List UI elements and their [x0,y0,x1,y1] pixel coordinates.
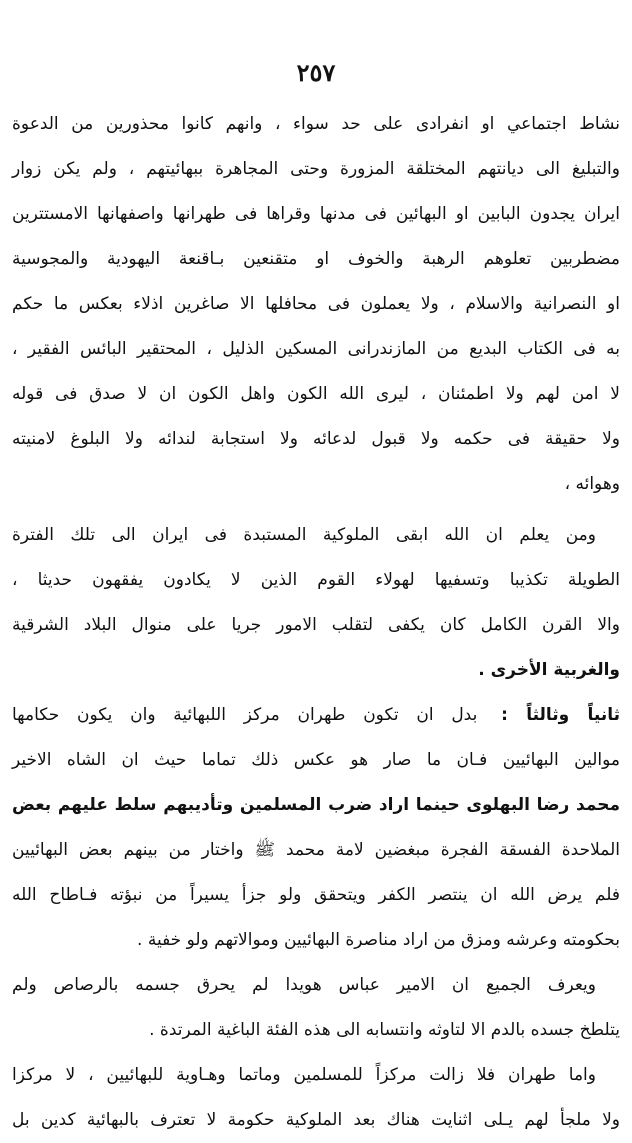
text-line: واما طهران فلا زالت مركزاً للمسلمين وماتما وهـاوية للبهائيين ، لا مركزا [12,1065,596,1085]
paragraph-2 [12,513,620,693]
text-line: ويعرف الجميع ان الامير عباس هويدا لم يحرق جسمه بالرصاص ولم [12,975,596,995]
paragraph-1 [12,102,620,507]
text-line: ايران يجدون البابين او البهائين فى مدنها وقراها فى طهرانها واصفهانها الامستترين [12,204,620,224]
text-line: الطويلة تكذيبا وتسفيها لهولاء القوم الذين لا يكادون يفقهون حديثا ، [12,570,620,590]
text-line: والا القرن الكامل كان يكفى لتقلب الامور جريا على منوال البلاد الشرقية [12,615,620,635]
body-text [12,102,620,1143]
text-line: او النصرانية والاسلام ، ولا يعملون فى محافلها الا صاغرين اذلاء بعكس ما حكم [12,294,620,314]
text-line: الملاحدة الفسقة الفجرة مبغضين لامة محمد ﷺ واختار من بينهم بعض البهائيين [12,840,620,860]
page-number: ٢٥٧ [296,58,336,87]
text-line-with-heading [12,693,620,738]
paragraph-3 [12,693,620,963]
text-line: والغربية الأخرى . [478,660,620,680]
text-line: فلم يرض الله ان ينتصر الكفر ويتحقق ولو جزأ يسيراً من نبؤته فـاطاح الله [12,885,620,905]
text-line: يتلطخ جسده بالدم الا لتاوثه وانتسابه الى هذه الفئة الباغية المرتدة . [149,1020,620,1040]
text-line: والتبليغ الى ديانتهم المختلقة المزورة وحتى المجاهرة ببهائيتهم ، ولم يكن زوار [12,159,620,179]
text-line: لا امن لهم ولا اطمئنان ، ليرى الله الكون واهل الكون ان لا صدق فى قوله [12,384,620,404]
text-line: مضطربين تعلوهم الرهبة والخوف او متقنعين بـاقنعة اليهودية والمجوسية [12,249,620,269]
section-heading: ثانياً وثالثاً : [501,705,621,725]
text-line: ومن يعلم ان الله ابقى الملوكية المستبدة فى ايران الى تلك الفترة [12,525,596,545]
text-line: بدل ان تكون طهران مركز اللبهائية وان يكون حكامها [12,705,478,725]
paragraph-4 [12,963,620,1053]
text-line: نشاط اجتماعي او انفرادى على حد سواء ، وانهم كانوا محذورين من الدعوة [12,114,620,134]
text-line: به فى الكتاب البديع من المازندرانى المسكين الذليل ، المحتقير البائس الفقير ، [12,339,620,359]
paragraph-5 [12,1053,620,1143]
text-line: محمد رضا البهلوى حينما اراد ضرب المسلمين وتأديبهم سلط عليهم بعض [12,795,620,815]
text-line: بحكومته وعرشه ومزق من اراد مناصرة البهائيين وموالاتهم ولو خفية . [137,930,620,950]
text-line: وهوائه ، [564,474,620,494]
text-line: ولا حقيقة فى حكمه ولا قبول لدعائه ولا استجابة لندائه ولا البلوغ لامنيته [12,429,620,449]
text-line: موالين البهائيين فـان ما صار هو عكس ذلك تماما حيث ان الشاه الاخير [12,750,620,770]
text-line: ولا ملجأ لهم يـلى اثنايت هناك بعد الملوكية حكومة لا تعترف بالبهائية كدين بل [12,1110,620,1130]
